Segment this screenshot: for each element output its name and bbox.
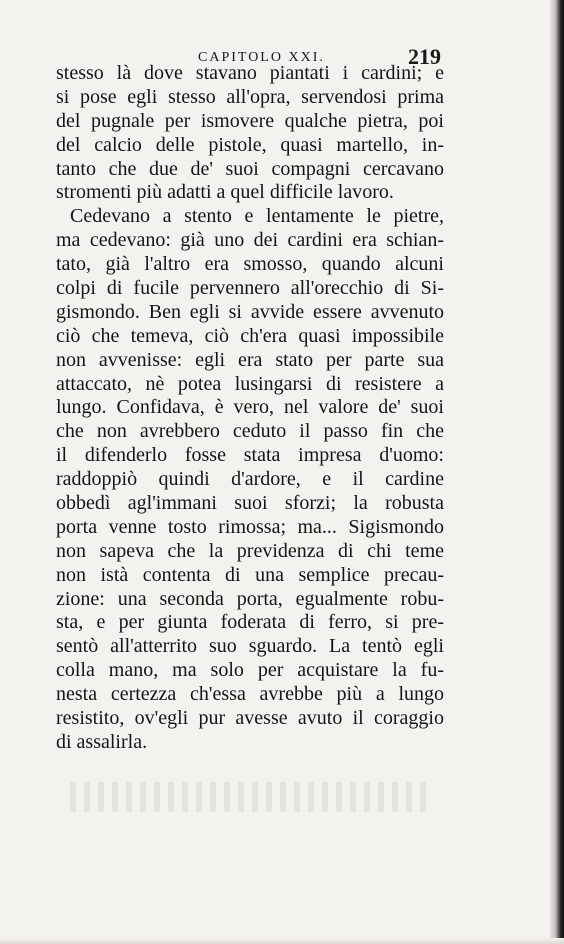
text-line: zione: una seconda porta, egualmente robu- [56, 587, 444, 610]
text-line: non avvenisse: egli era stato per parte sua [56, 348, 444, 371]
page-bottom-edge [0, 938, 564, 944]
text-line: nesta certezza ch'essa avrebbe più a lungo [56, 683, 444, 706]
show-through-marks [70, 782, 430, 812]
text-line: stromenti più adatti a quel difficile lavoro. [56, 181, 394, 204]
text-line: che non avrebbero ceduto il passo fin che [56, 420, 444, 443]
text-line: Cedevano a stento e lentamente le pietre, [70, 205, 444, 228]
page-edge-shadow [550, 0, 564, 944]
text-line: sentò all'atterrito suo sguardo. La tentò egli [56, 635, 444, 658]
text-line: lungo. Confidava, è vero, nel valore de' suoi [56, 396, 444, 419]
text-line: ciò che temeva, ciò ch'era quasi impossibile [56, 324, 444, 347]
running-head: CAPITOLO XXI. [198, 50, 325, 65]
text-line: sta, e per giunta foderata di ferro, si pre- [56, 611, 444, 634]
body-text [56, 62, 444, 755]
text-line: colla mano, ma solo per acquistare la fu- [56, 659, 444, 682]
text-line: porta venne tosto rimossa; ma... Sigismondo [56, 515, 444, 538]
text-line: obbedì agl'immani suoi sforzi; la robusta [56, 492, 444, 515]
text-line: del pugnale per ismovere qualche pietra, poi [56, 109, 444, 132]
text-line: colpi di fucile pervennero all'orecchio di Si- [56, 277, 444, 300]
text-line: gismondo. Ben egli si avvide essere avvenuto [56, 300, 444, 323]
text-line: attaccato, nè potea lusingarsi di resistere a [56, 372, 444, 395]
text-line: del calcio delle pistole, quasi martello, in- [56, 133, 444, 156]
text-line: stesso là dove stavano piantati i cardini; e [56, 62, 444, 84]
text-line: tanto che due de' suoi compagni cercavano [56, 157, 444, 180]
text-line: non istà contenta di una semplice precau- [56, 563, 444, 586]
text-line: raddoppiò quindi d'ardore, e il cardine [56, 468, 444, 491]
text-line: non sapeva che la previdenza di chi teme [56, 539, 444, 562]
text-line: resistito, ov'egli pur avesse avuto il coraggio [56, 707, 444, 730]
text-line: si pose egli stesso all'opra, servendosi prima [56, 85, 444, 108]
text-line: il difenderlo fosse stata impresa d'uomo: [56, 444, 444, 467]
text-line: tato, già l'altro era smosso, quando alcuni [56, 253, 444, 276]
text-line: ma cedevano: già uno dei cardini era schian- [56, 229, 444, 252]
text-line: di assalirla. [56, 730, 148, 753]
page-number: 219 [408, 44, 441, 69]
